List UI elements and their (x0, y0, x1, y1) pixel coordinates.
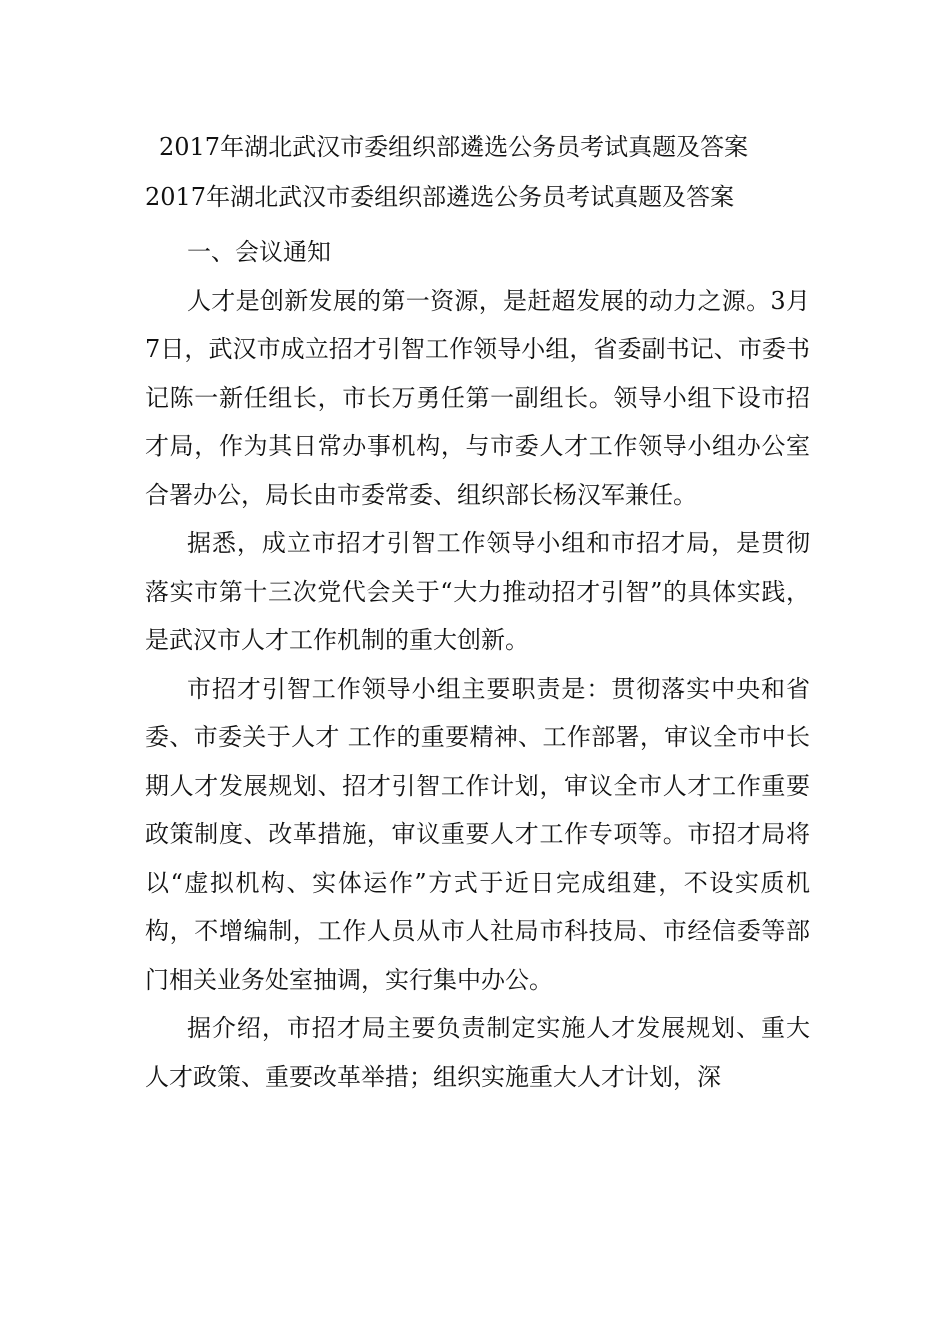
document-title-repeat: 2017年湖北武汉市委组织部遴选公务员考试真题及答案 (145, 183, 735, 211)
paragraph: 人才是创新发展的第一资源，是赶超发展的动力之源。3月7日，武汉市成立招才引智工作领导小组，省委副书记、市委书记陈一新任组长，市长万勇任第一副组长。领导小组下设市招才局，作为其日常办事机构，与市委人才工作领导小组办公室合署办公，局长由市委常委、组织部长杨汉军兼任。 (145, 286, 810, 509)
document-body (145, 228, 810, 1101)
paragraph: 市招才引智工作领导小组主要职责是：贯彻落实中央和省委、市委关于人才 工作的重要精神、工作部署，审议全市中长期人才发展规划、招才引智工作计划，审议全市人才工作重要政策制度、改革措施，审议重要人才工作专项等。市招才局将以“虚拟机构、实体运作”方式于近日完成组建，不设实质机构，不增编制，工作人员从市人社局市科技局、市经信委等部门相关业务处室抽调，实行集中办公。 (145, 674, 810, 994)
paragraph: 据悉，成立市招才引智工作领导小组和市招才局，是贯彻落实市第十三次党代会关于“大力推动招才引智”的具体实践，是武汉市人才工作机制的重大创新。 (145, 529, 810, 654)
section-heading: 一、会议通知 (187, 238, 331, 266)
document-title: 2017年湖北武汉市委组织部遴选公务员考试真题及答案 (159, 133, 749, 161)
paragraph: 据介绍，市招才局主要负责制定实施人才发展规划、重大人才政策、重要改革举措；组织实施重大人才计划，深 (145, 1014, 810, 1091)
